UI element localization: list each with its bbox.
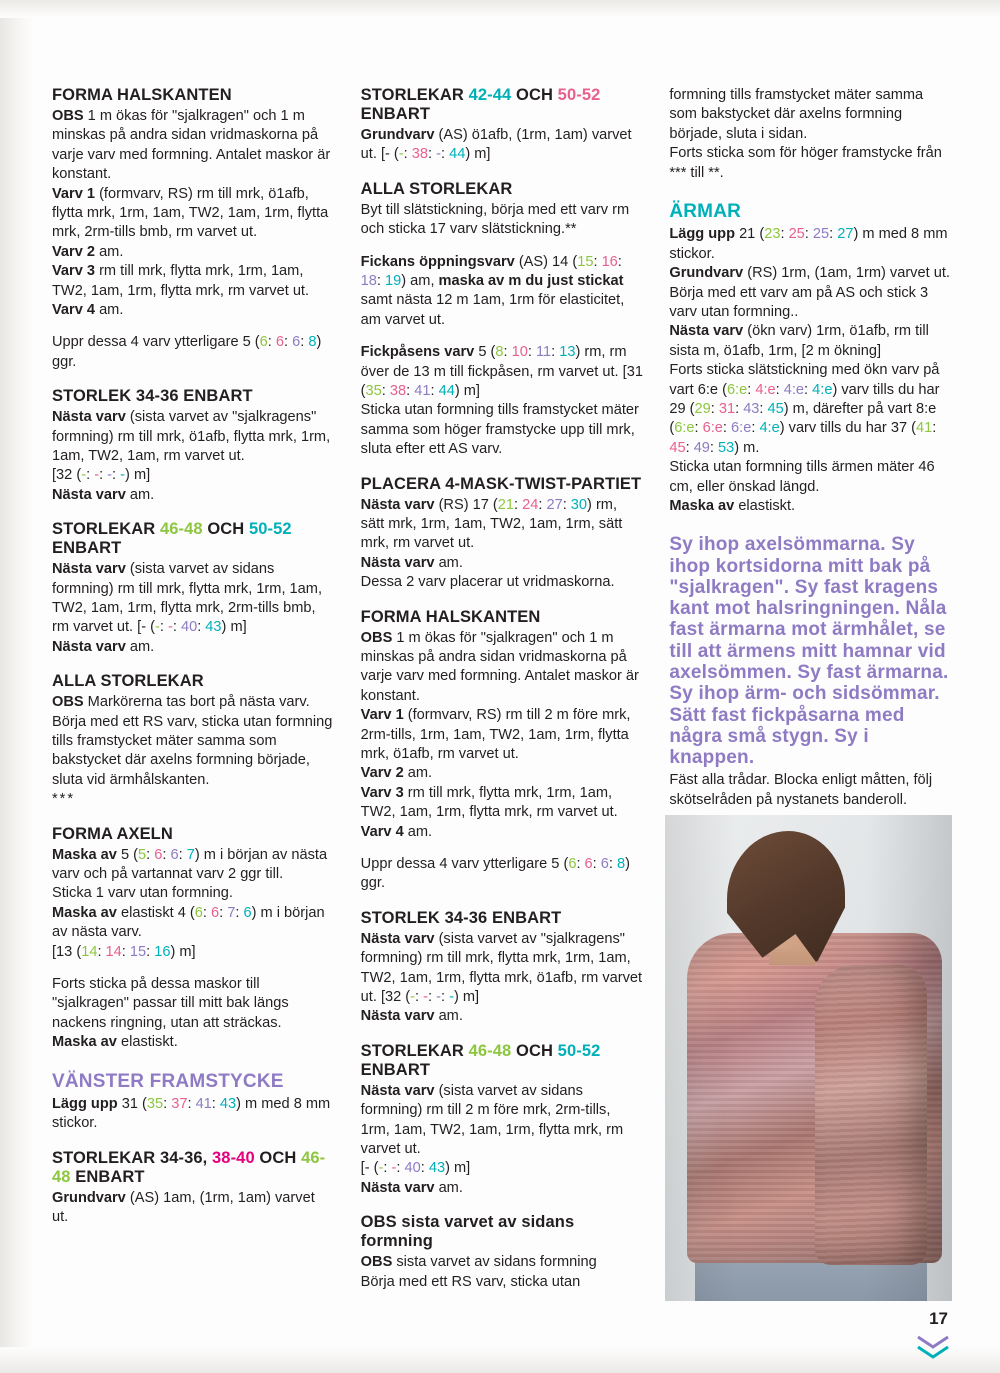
paragraph: Grundvarv (AS) 1am, (1rm, 1am) varvet ut.: [52, 1189, 315, 1226]
heading-alla-storlekar: ALLA STORLEKAR: [360, 179, 513, 198]
paragraph: OBS 1 m ökas för "sjalkragen" och 1 m minskas på andra sidan vridmaskorna på varje varv med formning. Antalet maskor är konstant.: [52, 107, 331, 183]
paragraph: Sticka utan formning tills ärmen mäter 46 cm, eller önskad längd.: [669, 459, 935, 495]
page-edge-left: [0, 0, 34, 1373]
paragraph: Nästa varv am.: [52, 486, 155, 503]
paragraph: Nästa varv (sista varvet av "sjalkragens" formning) rm till mrk, flytta mrk, 1rm, 1am, TW2, 1am, 1rm, flytta mrk, ö1afb, rm varvet ut. [32 (-: -: -: -) m]: [360, 930, 643, 1006]
paragraph: Sticka utan formning tills framstycket mäter samma som höger framstycke upp till mrk, sluta efter ett AS varv.: [360, 402, 639, 458]
paragraph: Forts sticka slätstickning med ökn varv på vart 6:e (6:e: 4:e: 4:e: 4:e) varv tills du har 29 (29: 31: 43: 45) m, därefter på vart 8:e (6:e: 6:e: 6:e: 4:e) varv tills du har 37 (41: 45: 49: 53) m.: [669, 362, 940, 456]
paragraph: Nästa varv (sista varvet av sidans formning) rm till 2 m före mrk, 2rm-tills, 1rm, 1am, TW2, 1am, 1rm, flytta mrk, rm varvet ut.: [360, 1082, 624, 1157]
paragraph: Grundvarv (AS) ö1afb, (1rm, 1am) varvet ut. [- (-: 38: -: 44) m]: [360, 126, 632, 163]
heading-alla-storlekar: ALLA STORLEKAR: [52, 672, 204, 691]
paragraph: Lägg upp 31 (35: 37: 41: 43) m med 8 mm stickor.: [52, 1095, 331, 1132]
paragraph: Fäst alla trådar. Blocka enligt måtten, följ skötselråden på nystanets banderoll.: [669, 772, 933, 808]
paragraph: OBS 1 m ökas för "sjalkragen" och 1 m minskas på andra sidan vridmaskorna på varje varv med formning. Antalet maskor är konstant.: [360, 629, 639, 704]
paragraph: OBS Markörerna tas bort på nästa varv. Börja med ett RS varv, sticka utan formning tills framstycket mäter samma som bakstycket där axelns formning började, sluta vid ärmhålskanten.: [52, 694, 333, 788]
paragraph: Varv 2 am.: [360, 765, 433, 782]
model-photo: [665, 815, 952, 1301]
heading-armar: ÄRMAR: [669, 201, 742, 223]
heading-storlek-34-36: STORLEK 34-36 ENBART: [52, 387, 253, 406]
paragraph: Lägg upp 21 (23: 25: 25: 27) m med 8 mm stickor.: [669, 226, 948, 262]
page-edge-bottom: [0, 1347, 1000, 1373]
paragraph: Maska av 5 (5: 6: 6: 7) m i början av nästa varv och på vartannat varv 2 ggr till.: [52, 846, 328, 882]
column-2: [361, 86, 644, 1292]
paragraph: formning tills framstycket mäter samma som bakstycket där axelns formning började, sluta i sidan.: [669, 87, 924, 142]
paragraph: Nästa varv am.: [360, 1008, 463, 1025]
paragraph: Byt till slätstickning, börja med ett varv rm och sticka 17 varv slätstickning.**: [360, 201, 630, 238]
paragraph: Nästa varv (RS) 17 (21: 24: 27: 30) rm, sätt mrk, 1rm, 1am, TW2, 1am, 1rm, sätt mrk, rm varvet ut.: [360, 496, 623, 552]
column-1: [52, 86, 335, 1292]
paragraph: [- (-: -: 40: 43) m]: [360, 1160, 471, 1177]
paragraph: Varv 3 rm till mrk, flytta mrk, 1rm, 1am, TW2, 1am, 1rm, flytta mrk, rm varvet ut.: [52, 263, 310, 299]
paragraph: Varv 1 (formvarv, RS) rm till mrk, ö1afb, flytta mrk, 1rm, 1am, TW2, 1am, 1rm, flytta mrk, 2rm-tills bmb, rm varvet ut.: [52, 185, 329, 241]
heading-forma-halskanten: FORMA HALSKANTEN: [52, 86, 232, 104]
section-divider-asterisks: ***: [52, 791, 76, 808]
page-number: 17: [929, 1309, 948, 1328]
paragraph: Fickans öppningsvarv (AS) 14 (15: 16: 18: 19) am, maska av m du just stickat samt nästa 12 m 1am, 1rm för elasticitet, am varvet ut.: [360, 253, 625, 328]
paragraph: Nästa varv (ökn varv) 1rm, ö1afb, rm till sista m, ö1afb, 1rm, [2 m ökning]: [669, 323, 929, 359]
paragraph: Varv 1 (formvarv, RS) rm till 2 m före mrk, 2rm-tills, 1rm, 1am, TW2, 1am, 1rm, flytta mrk, ö1afb, rm varvet ut.: [360, 707, 631, 762]
paragraph: Maska av elastiskt 4 (6: 6: 7: 6) m i början av nästa varv.: [52, 904, 325, 941]
paragraph: Varv 4 am.: [360, 823, 433, 840]
paragraph: Fickpåsens varv 5 (8: 10: 11: 13) rm, rm över de 13 m till fickpåsen, rm varvet ut. [31 (35: 38: 41: 44) m]: [360, 344, 643, 399]
page-edge-top: [0, 0, 1000, 18]
heading-storlekar-42-44-50-52: STORLEKAR 42-44 OCH 50-52 ENBART: [360, 86, 601, 123]
paragraph: [32 (-: -: -: -) m]: [52, 467, 151, 484]
heading-alla-storlekar: OBS sista varvet av sidans formning: [360, 1213, 575, 1251]
paragraph: Maska av elastiskt.: [52, 1034, 178, 1051]
paragraph: Grundvarv (RS) 1rm, (1am, 1rm) varvet ut.: [669, 265, 950, 282]
paragraph: Forts sticka som för höger framstycke från *** till **.: [669, 145, 942, 181]
paragraph: Forts sticka på dessa maskor till "sjalkragen" passar till mitt bak längs nackens ringning, utan att sträckas.: [52, 976, 289, 1031]
paragraph: Uppr dessa 4 varv ytterligare 5 (6: 6: 6: 8) ggr.: [360, 856, 631, 892]
paragraph: Börja med ett varv am på AS och stick 3 varv utan formning..: [669, 284, 929, 320]
heading-montering: Sy ihop axelsömmarna. Sy ihop kortsidorna mitt bak på "sjalkragen". Sy fast kragens kant mot halsringningen. Nåla fast ärmarna mot ärmhålet, se till att ärmens mitt hamnar vid axelsömmen. Sy fast ärmarna. Sy ihop ärm- och sidsömmar. Sätt fast fickpåsarna med några små stygn. Sy i knappen.: [669, 534, 949, 769]
heading-forma-axeln: FORMA AXELN: [52, 824, 173, 843]
paragraph: Uppr dessa 4 varv ytterligare 5 (6: 6: 6: 8) ggr.: [52, 334, 322, 370]
heading-placera-4-mask-twist-partiet: PLACERA 4-MASK-TWIST-PARTIET: [360, 474, 642, 493]
heading-storlek-34-36: STORLEK 34-36 ENBART: [360, 908, 562, 927]
paragraph: Börja med ett RS varv, sticka utan: [360, 1273, 581, 1290]
paragraph: Varv 2 am.: [52, 243, 124, 260]
paragraph: Nästa varv (sista varvet av sidans formning) rm till mrk, flytta mrk, 1rm, 1am, TW2, 1am, 1rm, flytta mrk, 2rm-tills bmb, rm varvet ut. [- (-: -: 40: 43) m]: [52, 561, 323, 636]
heading-storlekar-34-36-38-40-46-48: STORLEKAR 34-36, 38-40 OCH 46-48 ENBART: [52, 1148, 326, 1186]
paragraph: Dessa 2 varv placerar ut vridmaskorna.: [360, 574, 615, 591]
heading-storlekar-46-48-50-52: STORLEKAR 46-48 OCH 50-52 ENBART: [360, 1041, 601, 1079]
corner-chevron-icon: [916, 1335, 950, 1361]
paragraph: Nästa varv am.: [360, 1179, 463, 1196]
heading-vanster-framstycke: VÄNSTER FRAMSTYCKE: [52, 1070, 284, 1092]
paragraph: Sticka 1 varv utan formning.: [52, 885, 233, 902]
heading-storlekar-46-48-50-52: STORLEKAR 46-48 OCH 50-52 ENBART: [52, 520, 292, 558]
paragraph: Maska av elastiskt.: [669, 497, 796, 514]
paragraph: Varv 3 rm till mrk, flytta mrk, 1rm, 1am, TW2, 1am, 1rm, flytta mrk, rm varvet ut.: [360, 784, 618, 821]
heading-forma-halskanten: FORMA HALSKANTEN: [360, 607, 541, 626]
paragraph: OBS sista varvet av sidans formning: [360, 1254, 597, 1271]
paragraph: Nästa varv am.: [360, 554, 463, 571]
paragraph: Nästa varv (sista varvet av "sjalkragens" formning) rm till mrk, ö1afb, flytta mrk, 1rm, 1am, TW2, 1am, rm varvet ut.: [52, 409, 331, 465]
paragraph: Nästa varv am.: [52, 638, 155, 655]
paragraph: [13 (14: 14: 15: 16) m]: [52, 943, 196, 960]
paragraph: Varv 4 am.: [52, 302, 124, 319]
photo-shading: [665, 815, 952, 1301]
